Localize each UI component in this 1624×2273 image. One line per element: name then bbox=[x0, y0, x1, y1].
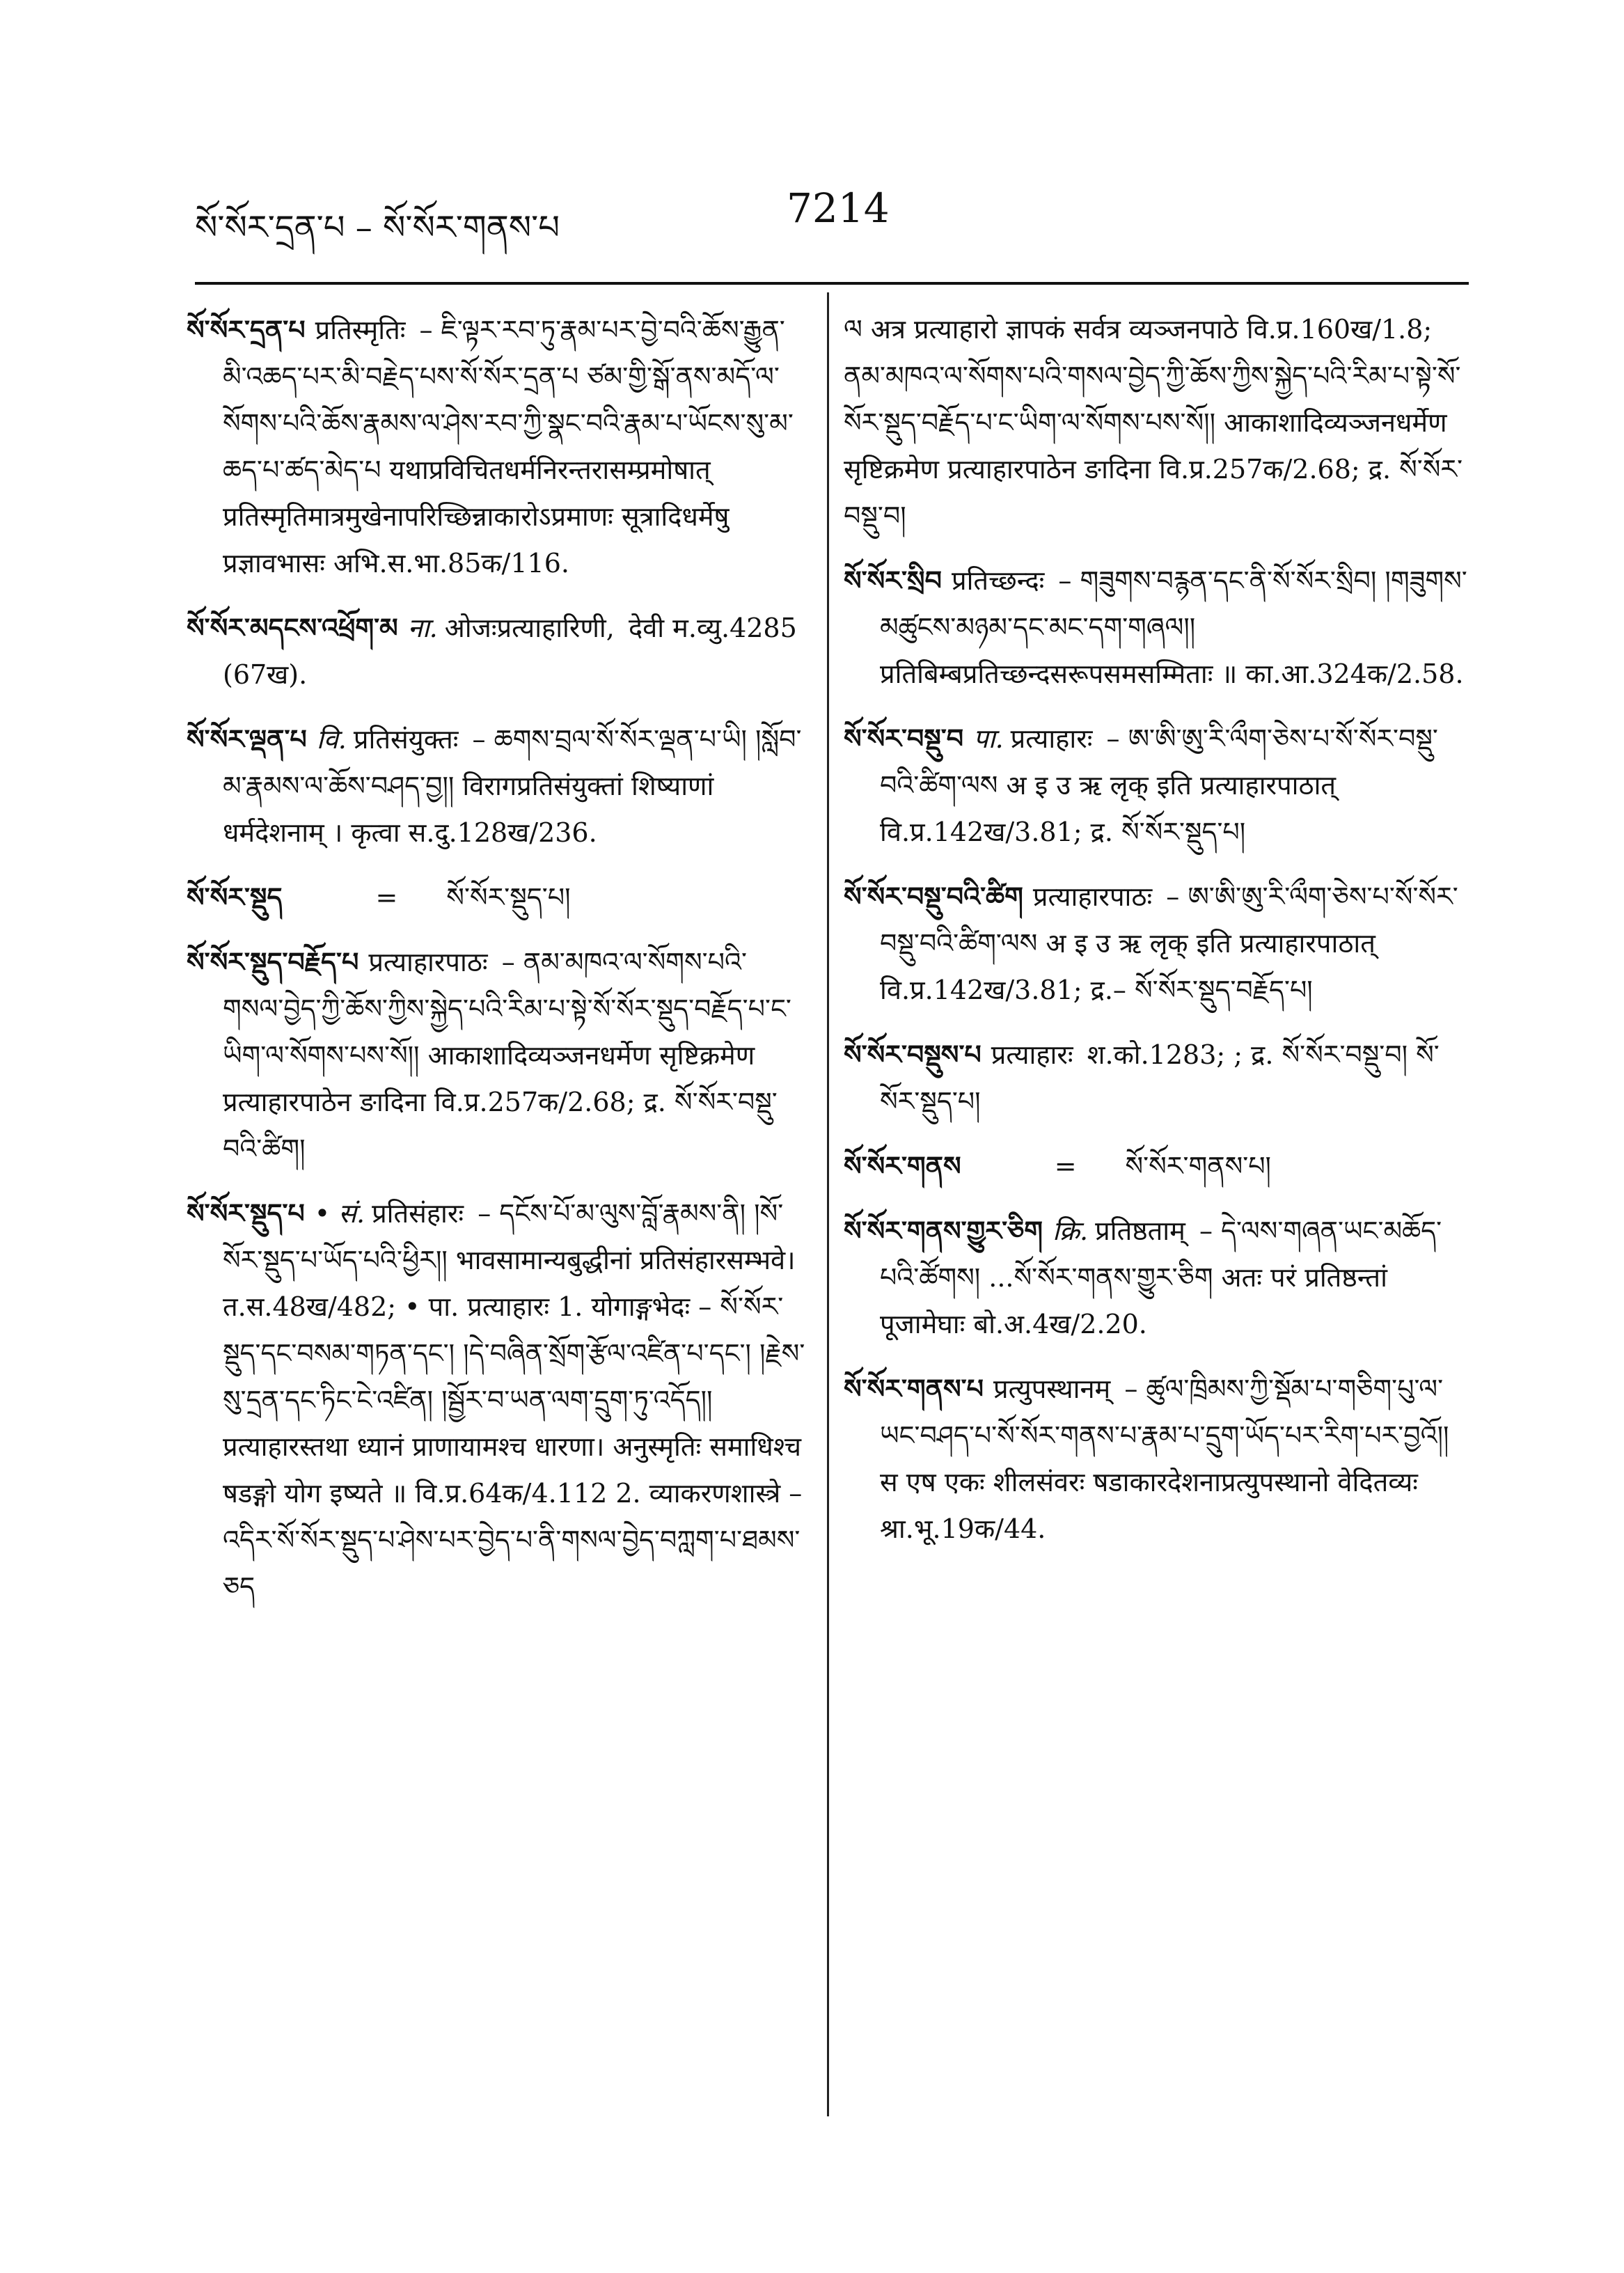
dictionary-entry bbox=[844, 1365, 1470, 1552]
sanskrit-term: प्रतिस्मृतिः bbox=[315, 315, 406, 345]
sanskrit-term: प्रत्याहारपाठः bbox=[368, 947, 488, 977]
dictionary-entry bbox=[187, 604, 806, 698]
page-number: 7214 bbox=[787, 184, 890, 232]
left-column bbox=[187, 306, 806, 1628]
sanskrit-term: प्रत्याहारपाठः bbox=[1032, 881, 1153, 912]
headword: སོ་སོར་བསྡུས་པ bbox=[844, 1039, 982, 1070]
part-of-speech: • सं. bbox=[314, 1198, 365, 1229]
sanskrit-term: प्रतिसंहारः bbox=[372, 1198, 464, 1229]
equals-sign: = bbox=[1054, 1151, 1077, 1181]
right-column bbox=[844, 306, 1470, 1570]
continued-entry bbox=[844, 306, 1470, 540]
page-header bbox=[195, 178, 1469, 247]
entry-body: – ཚུལ་ཁྲིམས་ཀྱི་སྡོམ་པ་གཅིག་པུ་ལ་ཡང་བཤད་པ་སོ་སོར་གནས་པ་རྣམ་པ་དྲུག་ཡོད་པར་རིག་པར་བྱའོ།། स एष एकः शीलसंवरः षडाकारदेशनाप्रत्युपस्थानो वेदितव्यः श्रा.भू.19क/44. bbox=[880, 1374, 1449, 1544]
headword: སོ་སོར་སྡུད་པ bbox=[187, 1197, 305, 1229]
headword: སོ་སོར་སྲིབ bbox=[844, 565, 942, 596]
dictionary-entry bbox=[187, 938, 806, 1172]
part-of-speech: पा. bbox=[973, 723, 1004, 754]
column-divider bbox=[827, 292, 829, 2116]
entry-body: देवी म.व्यु.4285 (67ख). bbox=[223, 613, 797, 690]
dictionary-entry bbox=[844, 873, 1470, 1014]
dictionary-entry bbox=[844, 715, 1470, 856]
entry-body: – ཨ་ཨི་ཨུ་རི་ལྀག་ཅེས་པ་སོ་སོར་བསྡུ་བའི་ཚིག་ལས अ इ उ ऋ लृक् इति प्रत्याहारपाठात् वि.प्र.142ख/3.81; द्र. སོ་སོར་སྡུད་པ། bbox=[880, 723, 1438, 847]
entry-body: – དངོས་པོ་མ་ལུས་བློ་རྣམས་ནི། །སོ་སོར་སྡུད་པ་ཡོད་པའི་ཕྱིར།། भावसामान्यबुद्धीनां प्रतिसंहारसम्भवे। त.स.48ख/482; • पा. प्रत्याहारः 1. योगाङ्गभेदः – སོ་སོར་སྡུད་དང་བསམ་གཏན་དང་། །དེ་བཞིན་སྲོག་རྩོལ་འཛིན་པ་དང་། །རྗེས་སུ་དྲན་དང་ཏིང་ངེ་འཛིན། །སྦྱོར་བ་ཡན་ལག་དྲུག་ཏུ་འདོད།། प्रत्याहारस्तथा ध्यानं प्राणायामश्च धारणा। अनुस्मृतिः समाधिश्च षडङ्गो योग इष्यते ॥ वि.प्र.64क/4.112 2. व्याकरणशास्त्रे – འདིར་སོ་སོར་སྡུད་པ་ཤེས་པར་བྱེད་པ་ནི་གསལ་བྱེད་བཀླག་པ་ཐམས་ཅད bbox=[223, 1198, 805, 1602]
equals-sign: = bbox=[375, 882, 398, 913]
sanskrit-term: प्रतिष्ठताम् bbox=[1095, 1216, 1185, 1246]
sanskrit-term: प्रत्युपस्थानम् bbox=[993, 1374, 1111, 1404]
running-head: སོ་སོར་དྲན་པ – སོ་སོར་གནས་པ bbox=[195, 208, 560, 247]
sanskrit-term: प्रत्याहारः bbox=[1010, 723, 1093, 754]
dictionary-entry bbox=[187, 306, 806, 587]
dictionary-entry bbox=[844, 1142, 1470, 1190]
entry-body: – ཇི་ལྟར་རབ་ཏུ་རྣམ་པར་བྱེ་བའི་ཆོས་རྒྱུན་མི་འཆད་པར་མི་བརྗེད་པས་སོ་སོར་དྲན་པ ཙམ་གྱི་སྒོ་ནས་མདོ་ལ་སོགས་པའི་ཆོས་རྣམས་ལ་ཤེས་རབ་ཀྱི་སྣང་བའི་རྣམ་པ་ཡོངས་སུ་མ་ཆད་པ་ཚད་མེད་པ यथाप्रविचितधर्मनिरन्तरासम्प्रमोषात् प्रतिस्मृतिमात्रमुखेनापरिच्छिन्नाकारोऽप्रमाणः सूत्रादिधर्मेषु प्रज्ञावभासः अभि.स.भा.85क/116. bbox=[223, 315, 794, 579]
headword: སོ་སོར་སྡུད bbox=[187, 881, 283, 913]
cross-reference: སོ་སོར་སྡུད་པ། bbox=[446, 882, 571, 913]
headword: སོ་སོར་ལྡན་པ bbox=[187, 723, 307, 755]
entry-body: ལ अत्र प्रत्याहारो ज्ञापकं सर्वत्र व्यञ्जनपाठे वि.प्र.160ख/1.8; ནམ་མཁའ་ལ་སོགས་པའི་གསལ་བྱེད་ཀྱི་ཆོས་ཀྱིས་སྐྱེད་པའི་རིམ་པ་སྟེ་སོ་སོར་སྡུད་བརྗོད་པ་ང་ཡིག་ལ་སོགས་པས་སོ།། आकाशादिव्यञ्जनधर्मेण सृष्टिक्रमेण प्रत्याहारपाठेन ङादिना वि.प्र.257क/2.68; द्र. སོ་སོར་བསྡུ་བ། bbox=[844, 314, 1463, 531]
headword: སོ་སོར་གནས་པ bbox=[844, 1373, 984, 1404]
sanskrit-term: ओजःप्रत्याहारिणी, bbox=[444, 613, 615, 643]
headword: སོ་སོར་བསྡུ་བའི་ཚིག bbox=[844, 881, 1023, 912]
entry-body: – ནམ་མཁའ་ལ་སོགས་པའི་གསལ་བྱེད་ཀྱི་ཆོས་ཀྱིས་སྐྱེད་པའི་རིམ་པ་སྟེ་སོ་སོར་སྡུད་བརྗོད་པ་ང་ཡིག་ལ་སོགས་པས་སོ།། आकाशादिव्यञ्जनधर्मेण सृष्टिक्रमेण प्रत्याहारपाठेन ङादिना वि.प्र.257क/2.68; द्र. སོ་སོར་བསྡུ་བའི་ཚིག། bbox=[223, 947, 791, 1164]
entry-body: – དེ་ལས་གཞན་ཡང་མཆོད་པའི་ཚོགས། ...སོ་སོར་གནས་གྱུར་ཅིག अतः परं प्रतिष्ठन्तां पूजामेघाः बो.अ.4ख/2.20. bbox=[880, 1216, 1442, 1339]
part-of-speech: वि. bbox=[316, 724, 347, 755]
sanskrit-term: प्रतिच्छन्दः bbox=[951, 565, 1045, 596]
entry-body: श.को.1283; ; द्र. སོ་སོར་བསྡུ་བ། སོ་སོར་སྡུད་པ། bbox=[880, 1039, 1440, 1117]
entry-body: – ཆགས་བྲལ་སོ་སོར་ལྡན་པ་ཡི། །སློབ་མ་རྣམས་ལ་ཆོས་བཤད་བྱ།། विरागप्रतिसंयुक्तां शिष्याणां धर्मदेशनाम् । कृत्वा स.दु.128ख/236. bbox=[223, 724, 802, 848]
dictionary-entry bbox=[187, 874, 806, 921]
dictionary-entry bbox=[187, 716, 806, 856]
part-of-speech: क्रि. bbox=[1053, 1216, 1089, 1246]
cross-reference: སོ་སོར་གནས་པ། bbox=[1125, 1151, 1271, 1181]
headword: སོ་སོར་སྡུད་བརྗོད་པ bbox=[187, 946, 359, 977]
headword: སོ་སོར་གནས bbox=[844, 1150, 961, 1181]
entry-body: – ཨ་ཨི་ཨུ་རི་ལྀག་ཅེས་པ་སོ་སོར་བསྡུ་བའི་ཚིག་ལས अ इ उ ऋ लृक् इति प्रत्याहारपाठात् वि.प्र.142ख/3.81; द्र.– སོ་སོར་སྡུད་བརྗོད་པ། bbox=[880, 881, 1458, 1005]
headword: སོ་སོར་དྲན་པ bbox=[187, 314, 306, 345]
sanskrit-term: प्रतिसंयुक्तः bbox=[353, 724, 459, 755]
dictionary-entry bbox=[844, 1207, 1470, 1348]
headword: སོ་སོར་མདངས་འཕྲོག་མ bbox=[187, 612, 398, 643]
dictionary-entry bbox=[187, 1190, 806, 1610]
entry-body: – གཟུགས་བརྙན་དང་ནི་སོ་སོར་སྲིབ། །གཟུགས་མཚུངས་མཉམ་དང་མང་དག་གཞལ།། प्रतिबिम्बप्रतिच्छन्दसरूपसमसम्मिताः ॥ का.आ.324क/2.58. bbox=[880, 565, 1467, 689]
headword: སོ་སོར་བསྡུ་བ bbox=[844, 723, 964, 754]
dictionary-entry bbox=[844, 1031, 1470, 1125]
header-rule bbox=[195, 282, 1469, 285]
sanskrit-term: प्रत्याहारः bbox=[991, 1039, 1073, 1070]
headword: སོ་སོར་གནས་གྱུར་ཅིག bbox=[844, 1215, 1043, 1246]
dictionary-entry bbox=[844, 557, 1470, 698]
part-of-speech: ना. bbox=[407, 613, 438, 643]
